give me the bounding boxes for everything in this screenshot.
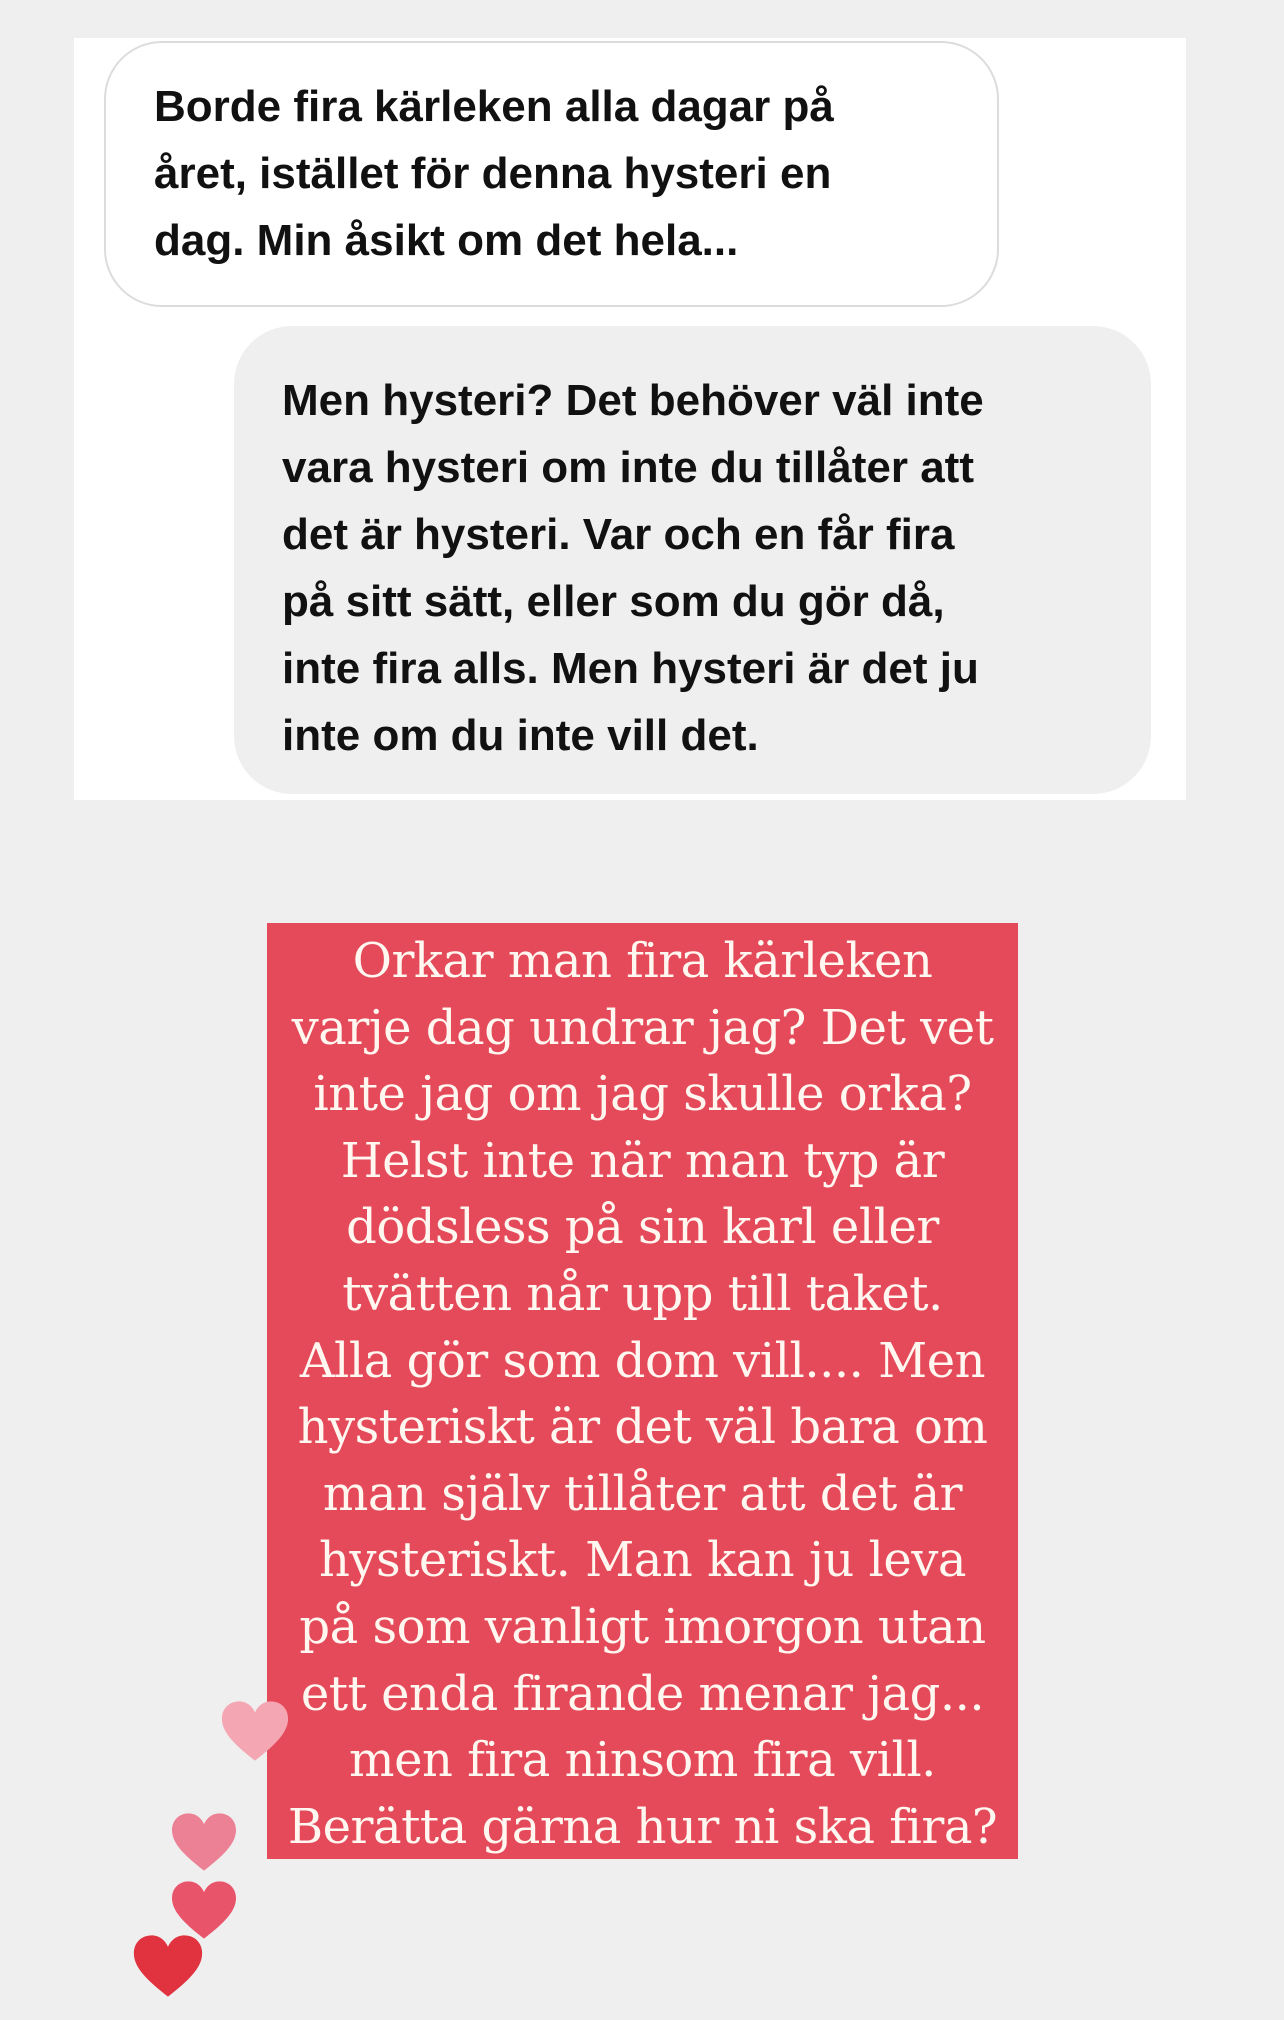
sent-message-bubble: Men hysteri? Det behöver väl inte vara hysteri om inte du tillåter att det är hysteri. Var och en får fira på sitt sätt, eller som du gör då, inte fira alls. Men hysteri är det ju inte om du inte vill det. [234,326,1151,794]
received-message-bubble: Borde fira kärleken alla dagar på året, istället för denna hysteri en dag. Min åsikt om det hela... [104,41,999,307]
heart-icon [220,1700,290,1762]
heart-icon [170,1880,238,1940]
dm-conversation-card [74,38,1186,800]
story-text: Orkar man fira kärleken varje dag undrar jag? Det vet inte jag om jag skulle orka? Helst inte när man typ är dödsless på sin karl eller tvätten når upp till taket. Alla gör som dom vill.... Men hysteriskt är det väl bara om man själv tillåter att det är hysteriskt. Man kan ju leva på som vanligt imorgon utan ett enda firande menar jag... men fira ninsom fira vill. Berätta gärna hur ni ska fira? [287,933,998,1855]
heart-icon [132,1934,204,1998]
story-text-box [267,923,1018,1859]
heart-icon [170,1812,238,1872]
